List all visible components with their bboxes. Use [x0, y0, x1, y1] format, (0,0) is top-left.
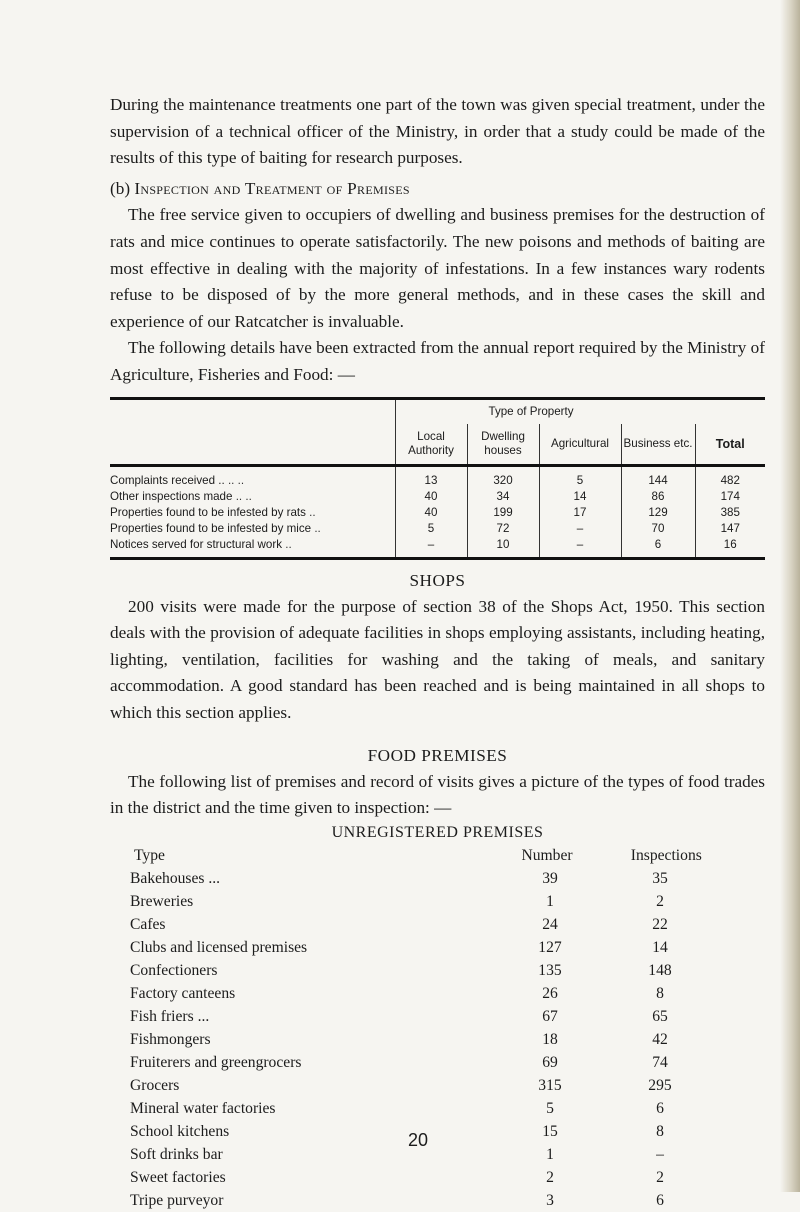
- premises-inspections: 42: [652, 1030, 668, 1048]
- column-header-business: Business etc.: [621, 424, 695, 466]
- premises-inspections: –: [656, 1145, 664, 1163]
- list-item: [130, 1097, 750, 1120]
- premises-inspections: 2: [656, 1168, 664, 1186]
- premises-type: Grocers: [130, 1076, 180, 1094]
- premises-rows: [130, 867, 750, 1212]
- premises-inspections: 8: [656, 984, 664, 1002]
- section-b-paragraph-1: The free service given to occupiers of dwelling and business premises for the destruction of rats and mice continues to operate satisfactorily. The new poisons and methods of baiting are most effective in dealing with the majority of infestations. In a few instances wary rodents refuse to be disposed of by the more general methods, and in these cases the skill and experience of our Ratcatcher is invaluable.: [110, 205, 765, 331]
- premises-number: 67: [542, 1007, 558, 1025]
- list-item: [130, 959, 750, 982]
- premises-type: Fruiterers and greengrocers: [130, 1053, 302, 1071]
- table-corner-lower: [110, 424, 395, 466]
- premises-number: 39: [542, 869, 558, 887]
- premises-type: Confectioners: [130, 961, 218, 979]
- premises-inspections: 295: [648, 1076, 672, 1094]
- leader-dots: .. ..: [235, 489, 252, 503]
- premises-number: 3: [546, 1191, 554, 1209]
- unregistered-premises-title: UNREGISTERED PREMISES: [331, 823, 544, 841]
- list-item: [130, 1189, 750, 1212]
- shops-paragraph: 200 visits were made for the purpose of section 38 of the Shops Act, 1950. This section deals with the provision of adequate facilities in shops employing assistants, including heating, lighting, ventilation, facilities for washing and the taking of meals, and sanitary accommodation. A good standard has been reached and is being maintained in all shops to which this section applies.: [110, 596, 765, 722]
- premises-number: 24: [542, 915, 558, 933]
- table-row: [110, 521, 765, 537]
- premises-type: Mineral water factories: [130, 1099, 276, 1117]
- ministry-report-table: [110, 397, 765, 560]
- premises-type: Factory canteens: [130, 984, 236, 1002]
- premises-type: Fishmongers: [130, 1030, 211, 1048]
- cell-total: 482: [695, 465, 765, 489]
- cell-agricultural: –: [539, 537, 621, 559]
- premises-number: 1: [546, 892, 554, 910]
- header-inspections: Inspections: [630, 846, 702, 864]
- page-edge-shadow: [780, 0, 800, 1192]
- list-item: [130, 913, 750, 936]
- section-b-heading: [110, 176, 765, 203]
- premises-inspections: 22: [652, 915, 668, 933]
- cell-total: 16: [695, 537, 765, 559]
- leader-dots: .. ..: [227, 473, 245, 487]
- page-number: 20: [408, 1130, 429, 1150]
- cell-total: 385: [695, 505, 765, 521]
- premises-number: 15: [542, 1122, 558, 1140]
- cell-local-authority: 40: [395, 489, 467, 505]
- premises-inspections: 2: [656, 892, 664, 910]
- list-item: [130, 1120, 750, 1143]
- section-b-title: Inspection and Treatment of Premises: [134, 178, 410, 198]
- table-row: [110, 465, 765, 489]
- table-row: [110, 489, 765, 505]
- premises-number: 1: [546, 1145, 554, 1163]
- intro-paragraph: During the maintenance treatments one part of the town was given special treatment, under the supervision of a technical officer of the Ministry, in order that a study could be made of the results of this type of baiting for research purposes.: [110, 95, 765, 168]
- cell-business: 144: [621, 465, 695, 489]
- list-item: [130, 867, 750, 890]
- premises-inspections: 74: [652, 1053, 668, 1071]
- list-item: [130, 1166, 750, 1189]
- cell-dwelling-houses: 72: [467, 521, 539, 537]
- food-premises-title: FOOD PREMISES: [367, 745, 508, 765]
- cell-total: 147: [695, 521, 765, 537]
- premises-inspections: 14: [652, 938, 668, 956]
- shops-title: SHOPS: [409, 570, 466, 590]
- cell-local-authority: –: [395, 537, 467, 559]
- cell-dwelling-houses: 320: [467, 465, 539, 489]
- list-item: [130, 1143, 750, 1166]
- premises-header-row: [130, 844, 750, 867]
- premises-number: 315: [538, 1076, 562, 1094]
- premises-type: Soft drinks bar: [130, 1145, 223, 1163]
- premises-inspections: 6: [656, 1099, 664, 1117]
- cell-agricultural: 17: [539, 505, 621, 521]
- header-type: Type: [134, 846, 165, 864]
- premises-number: 5: [546, 1099, 554, 1117]
- cell-total: 174: [695, 489, 765, 505]
- premises-number: 135: [538, 961, 562, 979]
- premises-type: Cafes: [130, 915, 166, 933]
- type-of-property-header: Type of Property: [395, 398, 765, 424]
- cell-dwelling-houses: 34: [467, 489, 539, 505]
- header-number: Number: [521, 846, 573, 864]
- cell-business: 6: [621, 537, 695, 559]
- cell-agricultural: 5: [539, 465, 621, 489]
- leader-dots: ..: [285, 537, 292, 551]
- food-premises-paragraph: The following list of premises and record of visits gives a picture of the types of food trades in the district and the time given to inspection: —: [110, 771, 765, 818]
- premises-type: Sweet factories: [130, 1168, 226, 1186]
- list-item: [130, 1074, 750, 1097]
- premises-number: 127: [538, 938, 562, 956]
- row-label: Complaints received ..: [110, 473, 225, 487]
- list-item: [130, 890, 750, 913]
- row-label: Other inspections made: [110, 489, 233, 503]
- premises-number: 2: [546, 1168, 554, 1186]
- table-corner: [110, 398, 395, 424]
- premises-type: Fish friers ...: [130, 1007, 210, 1025]
- cell-dwelling-houses: 199: [467, 505, 539, 521]
- premises-inspections: 35: [652, 869, 668, 887]
- section-b-paragraph-2: The following details have been extracted from the annual report required by the Ministry of Agriculture, Fisheries and Food: —: [110, 338, 765, 384]
- premises-inspections: 8: [656, 1122, 664, 1140]
- row-label: Properties found to be infested by rats: [110, 505, 306, 519]
- column-header-total: Total: [695, 424, 765, 466]
- list-item: [130, 1051, 750, 1074]
- premises-type: Breweries: [130, 892, 194, 910]
- list-item: [130, 936, 750, 959]
- premises-number: 18: [542, 1030, 558, 1048]
- list-item: [130, 982, 750, 1005]
- column-header-agricultural: Agricultural: [539, 424, 621, 466]
- leader-dots: ..: [314, 521, 321, 535]
- unregistered-premises-list: [130, 844, 750, 1212]
- column-header-local-authority: Local Authority: [395, 424, 467, 466]
- column-header-dwelling-houses: Dwelling houses: [467, 424, 539, 466]
- premises-type: School kitchens: [130, 1122, 230, 1140]
- cell-agricultural: –: [539, 521, 621, 537]
- premises-type: Bakehouses ...: [130, 869, 221, 887]
- leader-dots: ..: [309, 505, 316, 519]
- cell-dwelling-houses: 10: [467, 537, 539, 559]
- premises-number: 69: [542, 1053, 558, 1071]
- cell-agricultural: 14: [539, 489, 621, 505]
- row-label: Notices served for structural work: [110, 537, 283, 551]
- cell-business: 86: [621, 489, 695, 505]
- premises-type: Tripe purveyor: [130, 1191, 224, 1209]
- cell-business: 70: [621, 521, 695, 537]
- cell-local-authority: 13: [395, 465, 467, 489]
- premises-inspections: 6: [656, 1191, 664, 1209]
- list-item: [130, 1005, 750, 1028]
- table-row: [110, 537, 765, 559]
- cell-local-authority: 5: [395, 521, 467, 537]
- cell-business: 129: [621, 505, 695, 521]
- table-row: [110, 505, 765, 521]
- document-page: [110, 92, 765, 1212]
- premises-number: 26: [542, 984, 558, 1002]
- row-label: Properties found to be infested by mice: [110, 521, 312, 535]
- premises-inspections: 148: [648, 961, 672, 979]
- premises-inspections: 65: [652, 1007, 668, 1025]
- list-item: [130, 1028, 750, 1051]
- premises-type: Clubs and licensed premises: [130, 938, 308, 956]
- section-b-prefix: (b): [110, 178, 131, 198]
- cell-local-authority: 40: [395, 505, 467, 521]
